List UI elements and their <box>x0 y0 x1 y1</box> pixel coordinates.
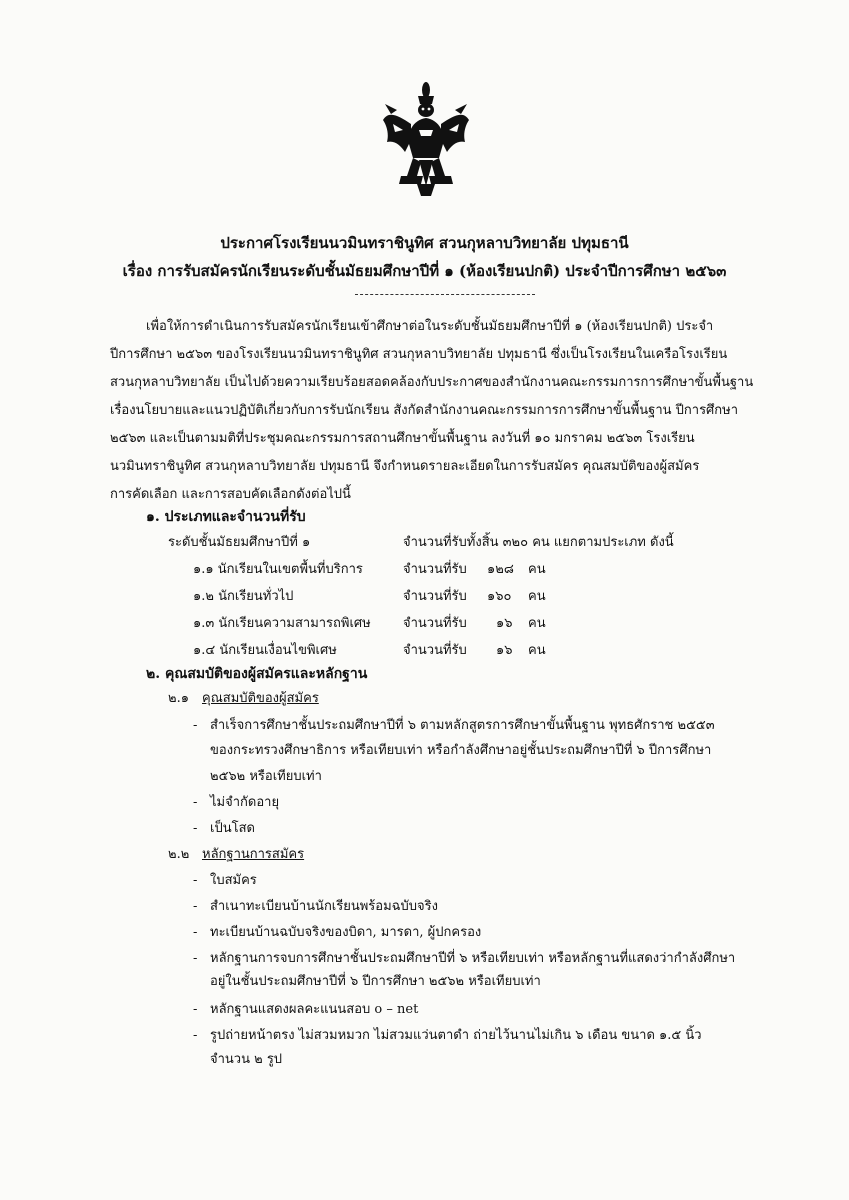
quota-count-label: จำนวนที่รับ <box>403 643 467 658</box>
intro-line: เพื่อให้การดำเนินการรับสมัครนักเรียนเข้าศึกษาต่อในระดับชั้นมัธยมศึกษาปีที่ ๑ (ห้องเรียนปกติ) ประจำ <box>146 319 714 334</box>
quota-item-label: ๑.๔ นักเรียนเงื่อนไขพิเศษ <box>193 643 337 658</box>
document-item: ใบสมัคร <box>210 873 257 888</box>
qualification-item-cont: ๒๕๖๒ หรือเทียบเท่า <box>210 769 322 784</box>
sub2-number: ๒.๒ <box>168 847 190 862</box>
bullet-dash: - <box>193 795 198 810</box>
quota-unit: คน <box>528 643 546 658</box>
quota-count: ๑๖ <box>496 616 513 631</box>
quota-count: ๑๖๐ <box>487 589 512 604</box>
intro-line: นวมินทราชินูทิศ สวนกุหลาบวิทยาลัย ปทุมธานี จึงกำหนดรายละเอียดในการรับสมัคร คุณสมบัติของผู้สมัคร <box>110 459 700 474</box>
qualification-item: สำเร็จการศึกษาชั้นประถมศึกษาปีที่ ๖ ตามหลักสูตรการศึกษาขั้นพื้นฐาน พุทธศักราช ๒๕๕๓ <box>210 718 715 733</box>
level-label: ระดับชั้นมัธยมศึกษาปีที่ ๑ <box>168 535 311 550</box>
qualification-item-cont: ของกระทรวงศึกษาธิการ หรือเทียบเท่า หรือกำลังศึกษาอยู่ชั้นประถมศึกษาปีที่ ๖ ปีการศึกษา <box>210 743 712 758</box>
quota-unit: คน <box>528 616 546 631</box>
intro-line: เรื่องนโยบายและแนวปฏิบัติเกี่ยวกับการรับนักเรียน สังกัดสำนักงานคณะกรรมการการศึกษาขั้นพื้นฐาน ปีการศึกษา <box>110 403 739 418</box>
intro-line: การคัดเลือก และการสอบคัดเลือกดังต่อไปนี้ <box>110 487 351 502</box>
document-item: สำเนาทะเบียนบ้านนักเรียนพร้อมฉบับจริง <box>210 899 438 914</box>
document-item: หลักฐานแสดงผลคะแนนสอบ o – net <box>210 1002 419 1017</box>
total-text: จำนวนที่รับทั้งสิ้น ๓๒๐ คน แยกตามประเภท ดังนี้ <box>403 535 674 550</box>
bullet-dash: - <box>193 821 198 836</box>
intro-line: สวนกุหลาบวิทยาลัย เป็นไปด้วยความเรียบร้อยสอดคล้องกับประกาศของสำนักงานคณะกรรมการการศึกษาขั้นพื้นฐาน <box>110 375 754 390</box>
bullet-dash: - <box>193 1002 198 1017</box>
intro-line: ๒๕๖๓ และเป็นตามมติที่ประชุมคณะกรรมการสถานศึกษาขั้นพื้นฐาน ลงวันที่ ๑๐ มกราคม ๒๕๖๓ โรงเรียน <box>110 431 695 446</box>
intro-paragraph <box>146 313 713 341</box>
bullet-dash: - <box>193 873 198 888</box>
document-item-cont: อยู่ในชั้นประถมศึกษาปีที่ ๖ ปีการศึกษา ๒๕๖๒ หรือเทียบเท่า <box>210 974 541 989</box>
garuda-emblem-icon <box>383 80 469 196</box>
section2-heading: ๒. คุณสมบัติของผู้สมัครและหลักฐาน <box>146 666 368 682</box>
document-title: ประกาศโรงเรียนนวมินทราชินูทิศ สวนกุหลาบวิทยาลัย ปทุมธานี <box>220 234 629 252</box>
quota-count-label: จำนวนที่รับ <box>403 589 467 604</box>
sub2-title: หลักฐานการสมัคร <box>202 847 305 862</box>
bullet-dash: - <box>193 718 198 733</box>
quota-item-label: ๑.๑ นักเรียนในเขตพื้นที่บริการ <box>193 562 363 577</box>
intro-line: ปีการศึกษา ๒๕๖๓ ของโรงเรียนนวมินทราชินูทิศ สวนกุหลาบวิทยาลัย ปทุมธานี ซึ่งเป็นโรงเรียนในเครือโรงเรียน <box>110 347 728 362</box>
document-item: ทะเบียนบ้านฉบับจริงของบิดา, มารดา, ผู้ปกครอง <box>210 925 482 940</box>
qualification-item: เป็นโสด <box>210 821 255 836</box>
quota-item-label: ๑.๒ นักเรียนทั่วไป <box>193 589 294 604</box>
sub1-number: ๒.๑ <box>168 691 189 706</box>
document-item: หลักฐานการจบการศึกษาชั้นประถมศึกษาปีที่ ๖ หรือเทียบเท่า หรือหลักฐานที่แสดงว่ากำลังศึกษา <box>210 951 736 966</box>
intro-paragraph-cont <box>110 341 753 509</box>
document-item-cont: จำนวน ๒ รูป <box>210 1052 283 1067</box>
section1-heading: ๑. ประเภทและจำนวนที่รับ <box>146 509 306 525</box>
document-subject: เรื่อง การรับสมัครนักเรียนระดับชั้นมัธยมศึกษาปีที่ ๑ (ห้องเรียนปกติ) ประจำปีการศึกษา ๒๕๖๓ <box>122 262 727 280</box>
quota-unit: คน <box>528 562 546 577</box>
bullet-dash: - <box>193 951 198 966</box>
bullet-dash: - <box>193 1028 198 1043</box>
qualification-item: ไม่จำกัดอายุ <box>210 795 280 810</box>
quota-unit: คน <box>528 589 546 604</box>
bullet-dash: - <box>193 899 198 914</box>
sub1-title: คุณสมบัติของผู้สมัคร <box>202 691 319 706</box>
bullet-dash: - <box>193 925 198 940</box>
quota-count-label: จำนวนที่รับ <box>403 562 467 577</box>
quota-count: ๑๒๘ <box>487 562 514 577</box>
quota-count: ๑๖ <box>496 643 513 658</box>
title-divider <box>355 294 535 295</box>
quota-count-label: จำนวนที่รับ <box>403 616 467 631</box>
quota-item-label: ๑.๓ นักเรียนความสามารถพิเศษ <box>193 616 371 631</box>
document-item: รูปถ่ายหน้าตรง ไม่สวมหมวก ไม่สวมแว่นตาดำ ถ่ายไว้นานไม่เกิน ๖ เดือน ขนาด ๑.๕ นิ้ว <box>210 1028 702 1043</box>
